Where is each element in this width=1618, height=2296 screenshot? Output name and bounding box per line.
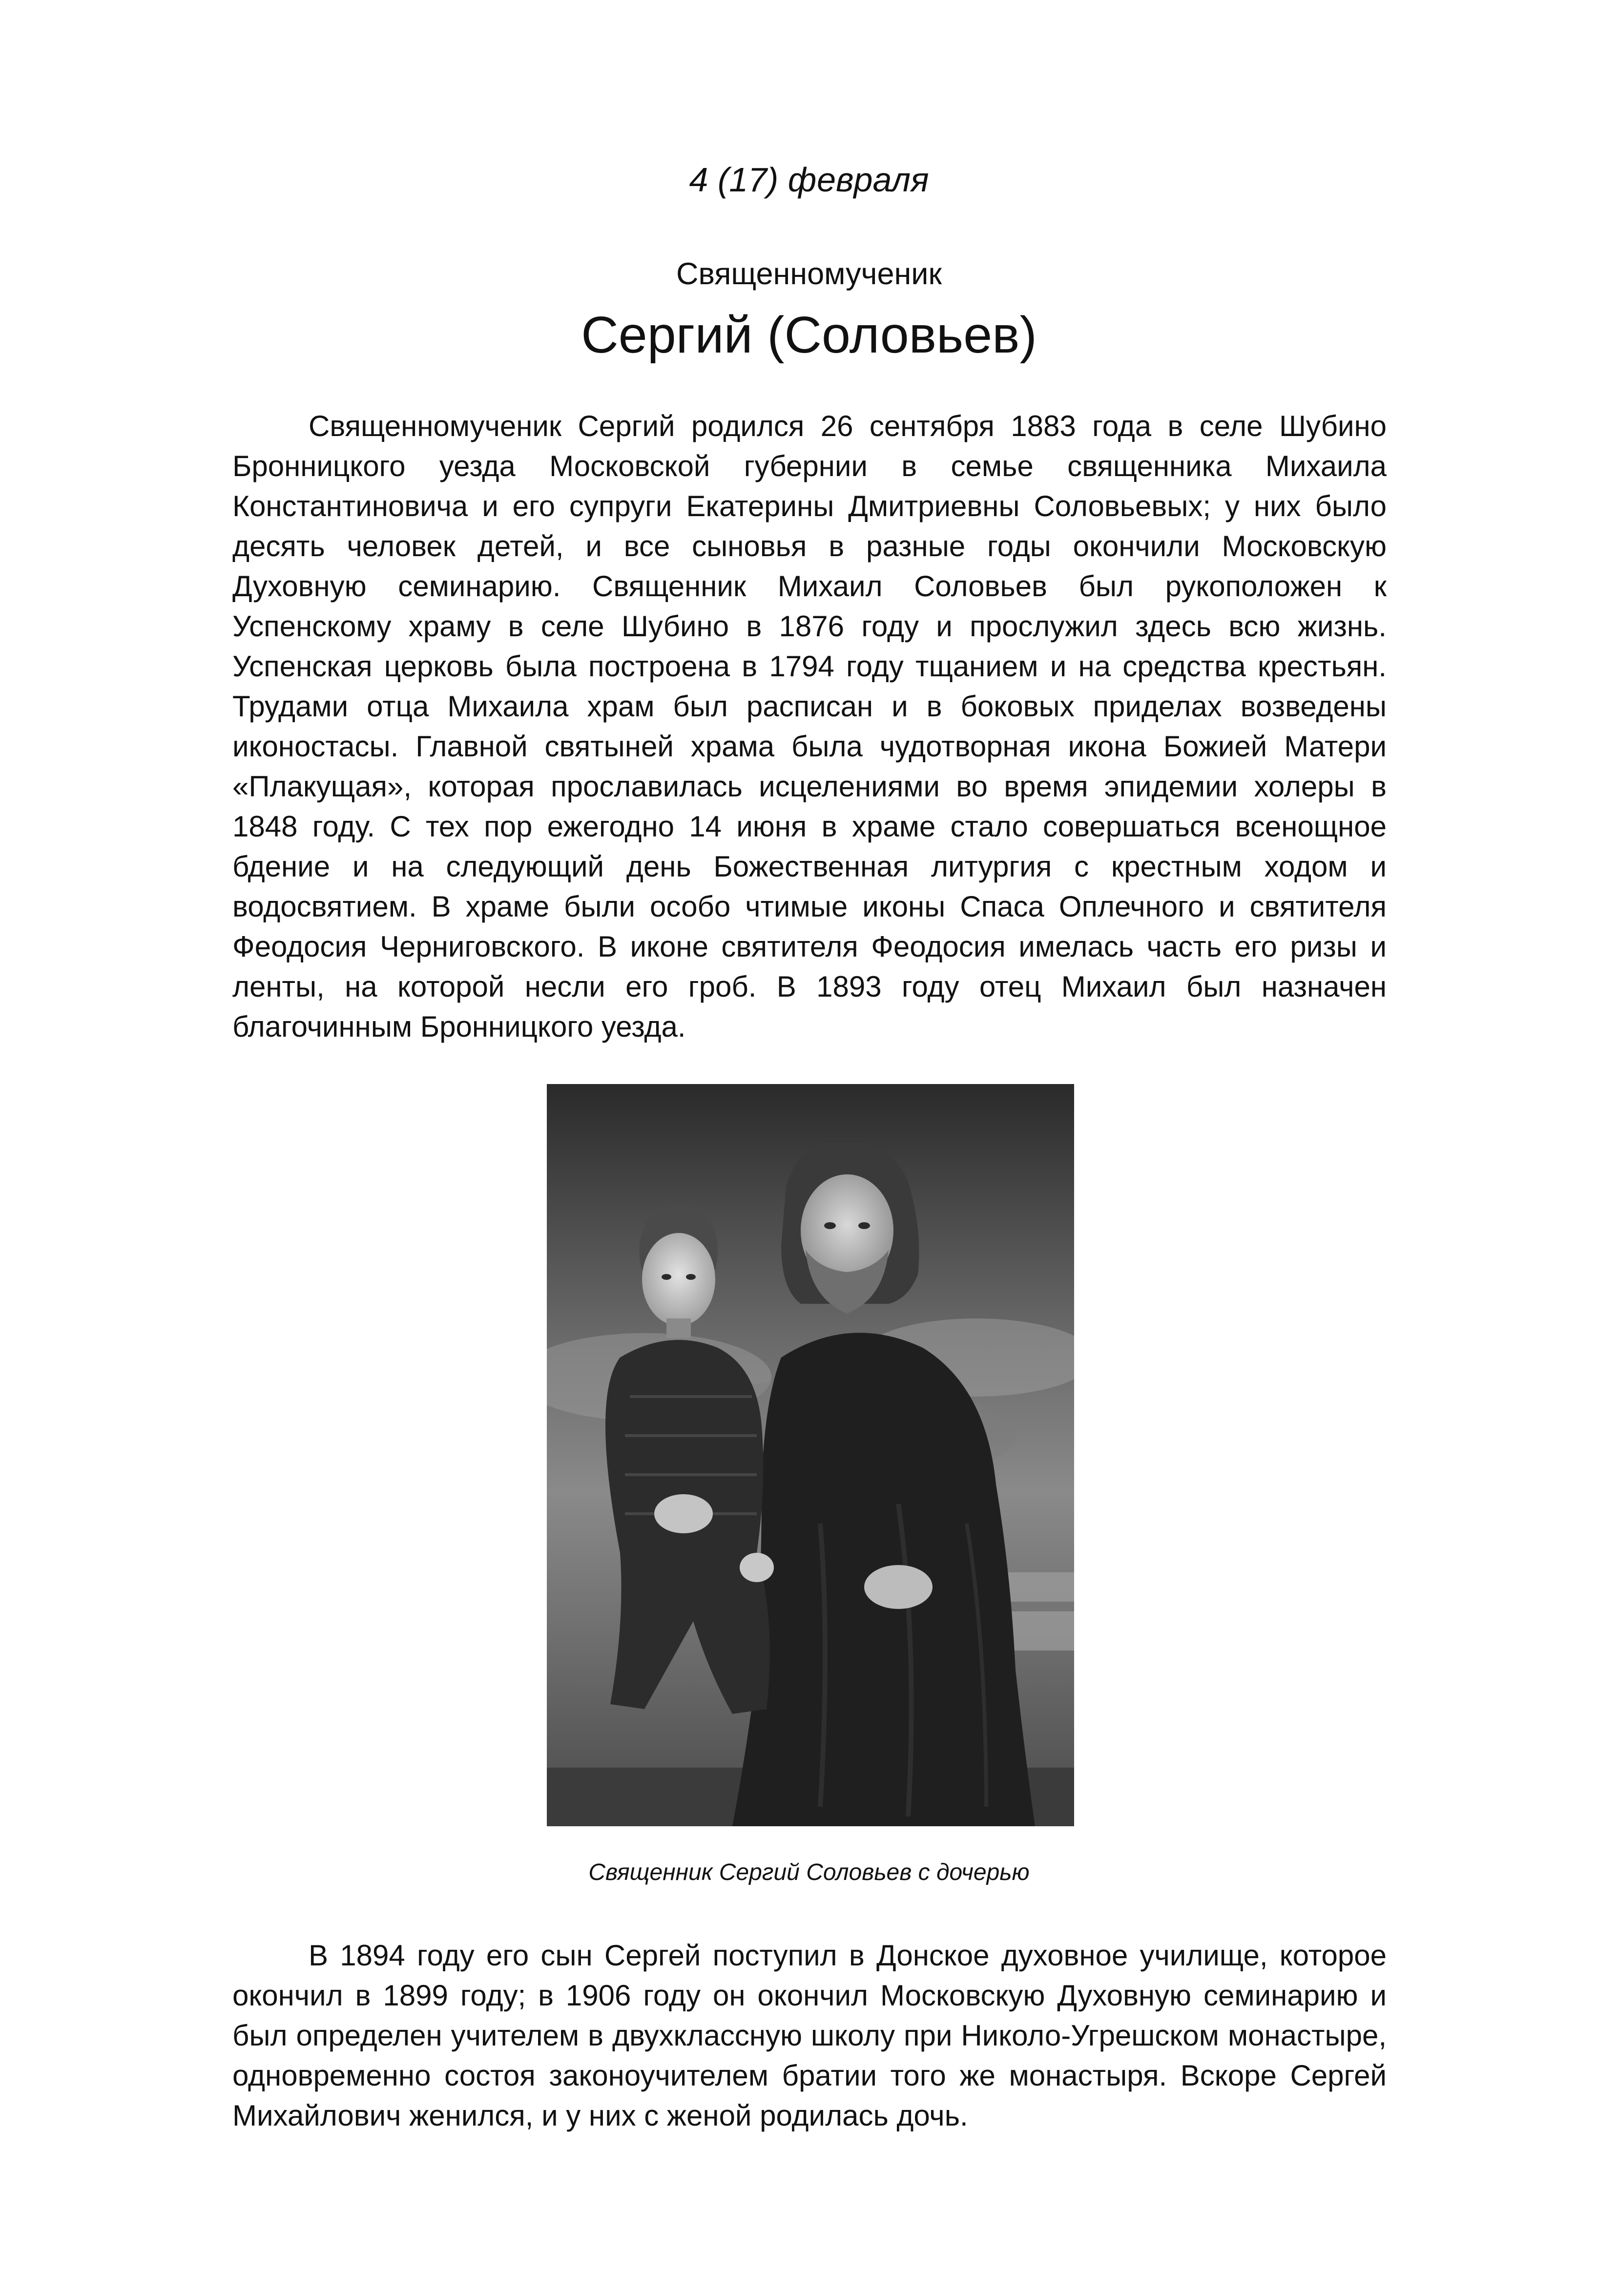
portrait-photo (547, 1084, 1074, 1826)
body-paragraph-1: Священномученик Сергий родился 26 сентября 1883 года в селе Шубино Бронницкого уезда Московской губернии в семье священника Михаила Константиновича и его супруги Екатерины Дмитриевны Соловьевых; у них было десять человек детей, и все сыновья в разные годы окончили Московскую Духовную семинарию. Священник Михаил Соловьев был рукоположен к Успенскому храму в селе Шубино в 1876 году и прослужил здесь всю жизнь. Успенская церковь была построена в 1794 году тщанием и на средства крестьян. Трудами отца Михаила храм был расписан и в боковых приделах возведены иконостасы. Главной святыней храма была чудотворная икона Божией Матери «Плакущая», которая прославилась исцелениями во время эпидемии холеры в 1848 году. С тех пор ежегодно 14 июня в храме стало совершаться всенощное бдение и на следующий день Божественная литургия с крестным ходом и водосвятием. В храме были особо чтимые иконы Спаса Оплечного и святителя Феодосия Черниговского. В иконе святителя Феодосия имелась часть его ризы и ленты, на которой несли его гроб. В 1893 году отец Михаил был назначен благочинным Бронницкого уезда. (232, 410, 1387, 1043)
feast-date: 4 (17) февраля (689, 161, 929, 199)
saint-rank: Священномученик (676, 257, 942, 291)
photo-caption: Священник Сергий Соловьев с дочерью (588, 1859, 1030, 1885)
saint-name-title: Сергий (Соловьев) (581, 306, 1037, 364)
body-paragraph-2: В 1894 году его сын Сергей поступил в Донское духовное училище, которое окончил в 1899 году; в 1906 году он окончил Московскую Духовную семинарию и был определен учителем в двухклассную школу при Николо-Угрешском монастыре, одновременно состоя законоучителем братии того же монастыря. Вскоре Сергей Михайлович женился, и у них с женой родилась дочь. (232, 1939, 1387, 2132)
portrait-photo-illustration (547, 1084, 1074, 1826)
